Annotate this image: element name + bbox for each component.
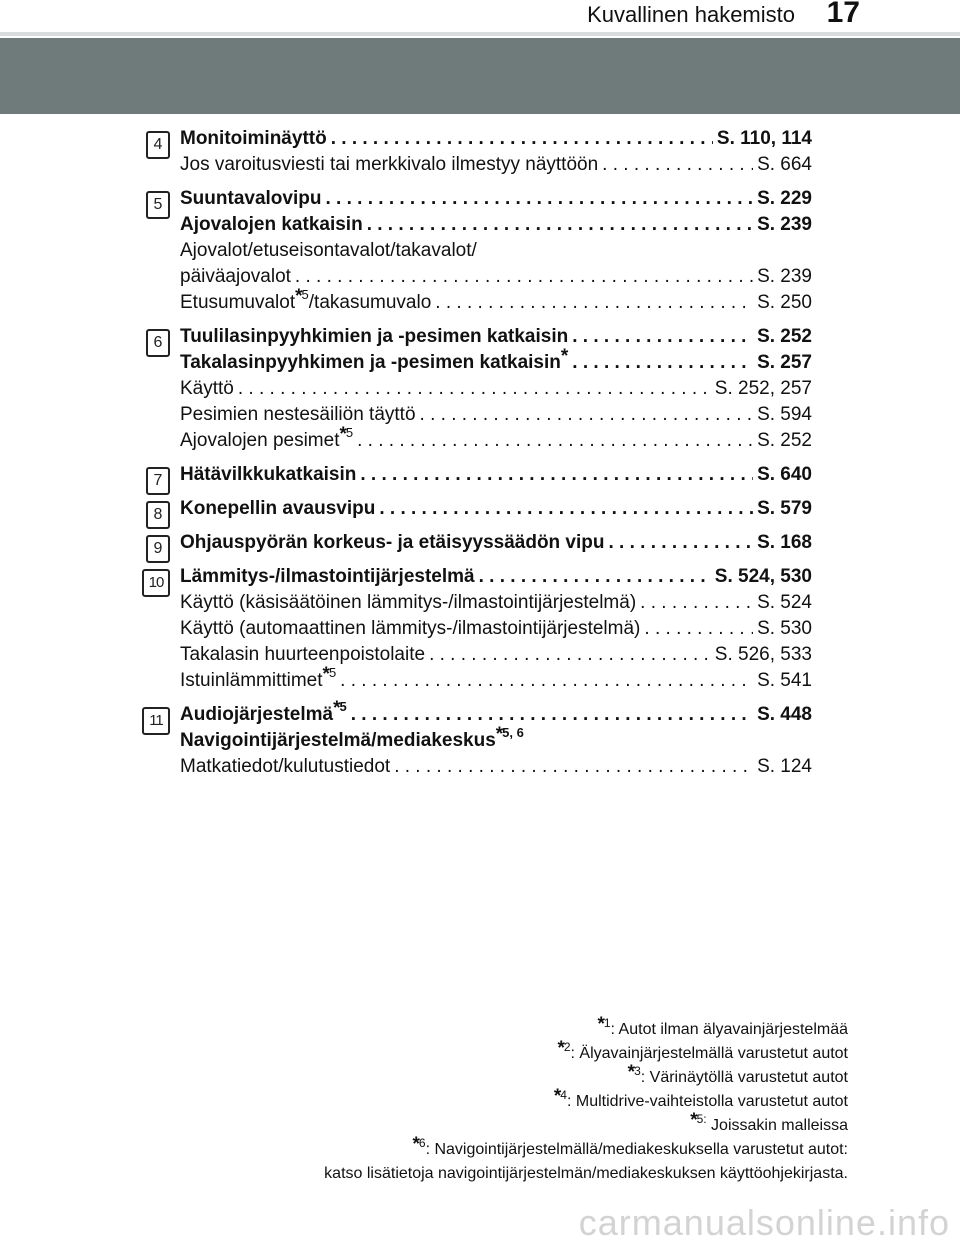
leader-dots	[435, 290, 753, 316]
page-reference: S. 530	[757, 618, 812, 639]
callout-number-badge: 8	[146, 501, 170, 529]
index-entry	[180, 238, 812, 264]
page-reference: S. 524	[757, 592, 812, 613]
index-entry	[180, 402, 812, 428]
entry-label	[180, 264, 291, 290]
footnote-number: 6	[418, 1136, 426, 1150]
footnote-ref: 5	[345, 425, 354, 440]
entry-text: Pesimien nestesäiliön täyttö	[180, 404, 416, 425]
footnote-text: : Värinäytöllä varustetut autot	[640, 1069, 848, 1086]
page-reference: S. 257	[757, 352, 812, 373]
footnote-number: 5:	[696, 1112, 707, 1126]
footnote-asterisk: *	[339, 424, 347, 445]
entry-label	[180, 346, 569, 376]
footnote	[148, 1086, 848, 1114]
entry-label	[180, 186, 321, 212]
entry-text: Hätävilkkukatkaisin	[180, 464, 357, 485]
index-entry	[180, 616, 812, 642]
index-entries	[148, 126, 812, 788]
callout-number-badge: 6	[146, 329, 170, 357]
footnote-ref: 5	[339, 699, 347, 714]
header-band	[0, 38, 960, 114]
page-reference: S. 541	[757, 670, 812, 691]
index-entry	[180, 264, 812, 290]
entry-text: Tuulilasinpyyhkimien ja -pesimen katkaisin	[180, 326, 569, 347]
page-reference: S. 252	[757, 430, 812, 451]
entry-text: Jos varoitusviesti tai merkkivalo ilmestyy näyttöön	[180, 154, 599, 175]
index-entry	[180, 424, 812, 454]
index-entry	[180, 152, 812, 178]
footnote	[148, 1162, 848, 1186]
entry-text: Takalasin huurteenpoistolaite	[180, 644, 426, 665]
index-entry	[180, 286, 812, 316]
entry-text: Ajovalot/etuseisontavalot/takavalot/	[180, 240, 477, 261]
page-reference: S. 239	[757, 214, 812, 235]
entry-label	[180, 240, 477, 261]
entry-text: Etusumuvalot	[180, 292, 296, 313]
entry-label	[180, 496, 375, 522]
index-entry	[180, 496, 812, 522]
index-group	[153, 496, 812, 523]
footnote-asterisk: *	[597, 1014, 605, 1035]
leader-dots	[429, 642, 711, 668]
index-entry	[180, 376, 812, 402]
index-entry	[180, 324, 812, 350]
leader-dots	[379, 496, 753, 522]
page-reference: S. 124	[757, 756, 812, 777]
callout-number-badge: 4	[146, 131, 170, 159]
footnote-number: 1	[603, 1016, 611, 1030]
entry-label	[180, 286, 432, 316]
footnote	[148, 1110, 848, 1138]
index-group	[153, 462, 812, 489]
page-reference: S. 239	[757, 266, 812, 287]
footnotes	[148, 1014, 848, 1186]
entry-label	[180, 402, 416, 428]
entry-text: Käyttö (automaattinen lämmitys-/ilmastointijärjestelmä)	[180, 618, 641, 639]
leader-dots	[360, 462, 753, 488]
entry-label	[180, 754, 390, 780]
footnote-number: 3	[634, 1064, 641, 1078]
entry-label	[180, 530, 605, 556]
entry-label	[180, 152, 598, 178]
page-reference: S. 524, 530	[714, 566, 812, 587]
entry-text: päiväajovalot	[180, 266, 291, 287]
page-header	[0, 0, 960, 30]
leader-dots	[644, 616, 753, 642]
leader-dots	[640, 590, 753, 616]
leader-dots	[357, 428, 753, 454]
footnote-text: katso lisätietoja navigointijärjestelmän/mediakeskuksen käyttöohjekirjasta.	[324, 1165, 848, 1182]
index-entry	[180, 664, 812, 694]
entry-text: Käyttö	[180, 378, 234, 399]
leader-dots	[572, 324, 753, 350]
entry-label	[180, 324, 568, 350]
footnote-ref: 5, 6	[502, 725, 524, 740]
entry-label	[180, 126, 327, 152]
callout-number-badge: 7	[146, 467, 170, 495]
page-number: 17	[826, 0, 860, 29]
entry-label	[180, 462, 356, 488]
footnote	[148, 1038, 848, 1066]
footnote-text: Joissakin malleissa	[706, 1117, 848, 1134]
page-reference: S. 229	[757, 188, 812, 209]
entry-text-after: /takasumuvalo	[308, 292, 432, 313]
callout-number-badge: 11	[142, 707, 170, 735]
footnote	[148, 1134, 848, 1162]
section-title: Kuvallinen hakemisto	[587, 2, 795, 27]
header-divider	[0, 32, 960, 36]
entry-text: Audiojärjestelmä	[180, 704, 334, 725]
footnote-asterisk: *	[557, 1038, 565, 1059]
index-entry	[180, 564, 812, 590]
footnote-asterisk: *	[333, 698, 341, 719]
page-reference: S. 579	[757, 498, 812, 519]
leader-dots	[394, 754, 753, 780]
page-reference: S. 110, 114	[716, 128, 812, 149]
entry-text: Istuinlämmittimet	[180, 670, 323, 691]
footnote-asterisk: *	[412, 1134, 420, 1155]
entry-label	[180, 642, 425, 668]
index-entry	[180, 724, 812, 754]
page-reference: S. 526, 533	[714, 644, 812, 665]
index-group	[149, 698, 812, 780]
entry-label	[180, 590, 636, 616]
index-group	[148, 564, 812, 694]
leader-dots	[602, 152, 753, 178]
page-reference: S. 664	[757, 154, 812, 175]
entry-text: Matkatiedot/kulutustiedot	[180, 756, 391, 777]
page-reference: S. 252	[757, 326, 812, 347]
index-group	[153, 324, 812, 454]
footnote-asterisk: *	[560, 346, 569, 367]
footnote-text: : Älyavainjärjestelmällä varustetut autot	[570, 1045, 848, 1062]
footnote-asterisk: *	[322, 664, 330, 685]
entry-text: Monitoiminäyttö	[180, 128, 327, 149]
leader-dots	[367, 212, 753, 238]
page-reference: S. 252, 257	[714, 378, 812, 399]
entry-text: Suuntavalovipu	[180, 188, 322, 209]
entry-text: Ajovalojen pesimet	[180, 430, 340, 451]
footnote-asterisk: *	[690, 1110, 698, 1131]
entry-text: Navigointijärjestelmä/mediakeskus	[180, 730, 496, 751]
leader-dots	[351, 702, 753, 728]
page-reference: S. 250	[757, 292, 812, 313]
callout-number-badge: 5	[146, 191, 170, 219]
entry-label	[180, 616, 640, 642]
footnote-text: : Multidrive-vaihteistolla varustetut autot	[566, 1093, 848, 1110]
index-entry	[180, 530, 812, 556]
footnote	[148, 1062, 848, 1090]
index-entry	[180, 186, 812, 212]
index-entry	[180, 126, 812, 152]
index-entry	[180, 346, 812, 376]
entry-text: Ohjauspyörän korkeus- ja etäisyyssäädön vipu	[180, 532, 605, 553]
entry-label	[180, 212, 363, 238]
footnote-asterisk: *	[295, 286, 303, 307]
entry-label	[180, 424, 354, 454]
leader-dots	[340, 668, 753, 694]
entry-label	[180, 664, 337, 694]
leader-dots	[572, 350, 753, 376]
footnote-asterisk: *	[495, 724, 504, 745]
callout-number-badge: 9	[146, 535, 170, 563]
index-entry	[180, 590, 812, 616]
index-entry	[180, 754, 812, 780]
entry-text: Konepellin avausvipu	[180, 498, 376, 519]
footnote-asterisk: *	[553, 1086, 562, 1107]
footnote-text: : Autot ilman älyavainjärjestelmää	[610, 1021, 848, 1038]
leader-dots	[331, 126, 713, 152]
index-entry	[180, 642, 812, 668]
entry-label	[180, 698, 347, 728]
leader-dots	[479, 564, 711, 590]
entry-label	[180, 724, 524, 751]
entry-text: Lämmitys-/ilmastointijärjestelmä	[180, 566, 475, 587]
callout-number-badge: 10	[142, 569, 170, 597]
footnote-text: : Navigointijärjestelmällä/mediakeskuksella varustetut autot:	[425, 1141, 848, 1158]
watermark: carmanualsonline.info	[578, 1202, 950, 1243]
leader-dots	[609, 530, 754, 556]
footnote-ref: 5	[301, 287, 309, 302]
footnote	[148, 1014, 848, 1042]
entry-text: Takalasinpyyhkimen ja -pesimen katkaisin	[180, 352, 561, 373]
entry-text: Ajovalojen katkaisin	[180, 214, 363, 235]
entry-label	[180, 376, 234, 402]
page-reference: S. 594	[757, 404, 812, 425]
entry-text: Käyttö (käsisäätöinen lämmitys-/ilmastointijärjestelmä)	[180, 592, 637, 613]
leader-dots	[238, 376, 711, 402]
footnote-ref: 5	[328, 665, 337, 680]
index-group	[153, 186, 812, 316]
page-reference: S. 640	[757, 464, 812, 485]
leader-dots	[420, 402, 754, 428]
footnote-asterisk: *	[627, 1062, 636, 1083]
index-entry	[180, 212, 812, 238]
leader-dots	[295, 264, 753, 290]
page-reference: S. 448	[757, 704, 812, 725]
page-reference: S. 168	[757, 532, 812, 553]
footnote-number: 4	[560, 1088, 567, 1102]
footnote-number: 2	[563, 1040, 571, 1054]
leader-dots	[325, 186, 753, 212]
index-group	[153, 530, 812, 557]
index-entry	[180, 462, 812, 488]
entry-label	[180, 564, 475, 590]
index-group	[153, 126, 812, 178]
